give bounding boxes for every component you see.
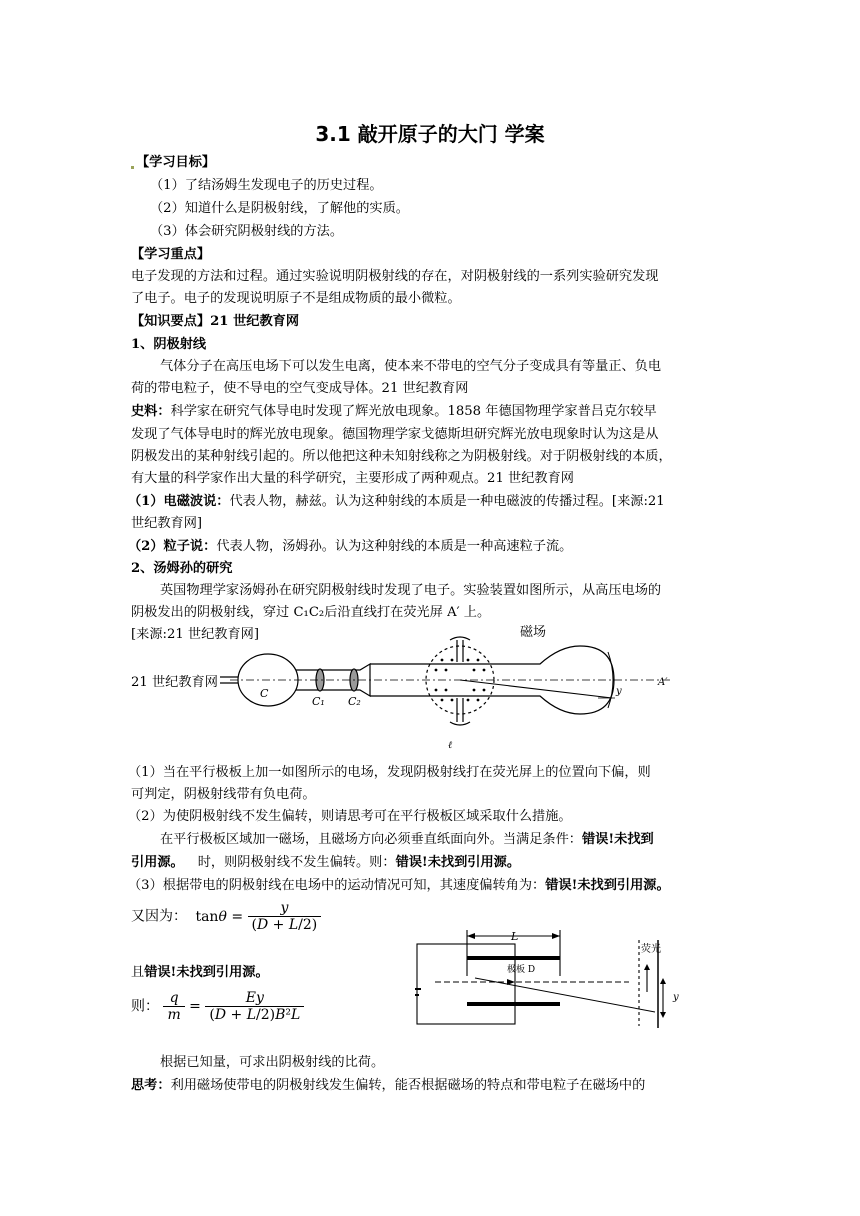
- history-text-1: 科学家在研究气体导电时发现了辉光放电现象。1858 年德国物理学家普吕克尔较早: [170, 404, 657, 419]
- question-3-line: [128, 875, 728, 896]
- em-theory-line-2: 世纪教育网]: [131, 516, 203, 531]
- error-ref-4: 错误!未找到引用源。: [545, 878, 670, 893]
- q3-text: （3）根据带电的阴极射线在电场中的运动情况可知，其速度偏转角为：: [128, 878, 546, 893]
- anchor-mark: [131, 166, 134, 169]
- history-line-3: 阴极发出的某种射线引起的。所以他把这种未知射线称之为阴极射线。对于阴极射线的本质，: [131, 449, 672, 464]
- tan-formula: 又因为： tanθ = $\frac{y}{(D + L/2)}$: [131, 900, 321, 933]
- objectives-heading: 【学习目标】: [136, 155, 216, 170]
- section-1-line-1: 气体分子在高压电场下可以发生电离，使本来不带电的空气分子变成具有等量正、负电: [160, 359, 662, 374]
- side-note: 21 世纪教育网: [131, 675, 218, 690]
- particle-theory-line: [128, 536, 728, 557]
- section-1-line-2: 荷的带电粒子，使不导电的空气变成导体。21 世纪教育网: [131, 381, 469, 396]
- em-theory-line: [128, 491, 728, 512]
- source-note: [来源:21 世纪教育网]: [131, 627, 260, 642]
- em-theory-text: 代表人物，赫兹。认为这种射线的本质是一种电磁波的传播过程。[来源:21: [229, 494, 665, 509]
- label-c2: C₂: [348, 695, 361, 708]
- question-2-line: （2）为使阴极射线不发生偏转，则请思考可在平行极板区域采取什么措施。: [128, 809, 572, 824]
- objective-1: （1）了结汤姆生发现电子的历史过程。: [150, 178, 383, 193]
- cathode-ray-tube-diagram: [220, 622, 690, 752]
- label-length: L: [511, 930, 519, 943]
- error-ref-5: 错误!未找到引用源。: [144, 965, 269, 980]
- think-line: [131, 1075, 731, 1096]
- think-text: 利用磁场使带电的阴极射线发生偏转，能否根据磁场的特点和带电粒子在磁场中的: [170, 1078, 646, 1093]
- label-screen: 荧光: [641, 944, 661, 955]
- think-label: 思考：: [131, 1078, 171, 1093]
- label-plate: 极板 D: [507, 965, 536, 975]
- label-y-2: y: [673, 992, 679, 1003]
- objective-2: （2）知道什么是阴极射线，了解他的实质。: [150, 201, 409, 216]
- question-1-line-2: 可判定，阴极射线带有负电荷。: [131, 787, 316, 802]
- label-l: ℓ: [448, 740, 453, 751]
- objective-3: （3）体会研究阴极射线的方法。: [150, 224, 344, 239]
- section-2-line-2: 阴极发出的阴极射线，穿过 C₁C₂后沿直线打在荧光屏 A′ 上。: [131, 605, 491, 620]
- and-label: 且: [131, 965, 145, 980]
- particle-theory-label: （2）粒子说：: [128, 539, 217, 554]
- page-title: 3.1 敲开原子的大门 学案: [315, 122, 545, 146]
- also-because-label: 又因为：: [131, 908, 187, 925]
- focus-line-1: 电子发现的方法和过程。通过实验说明阴极射线的存在，对阴极射线的一系列实验研究发现: [131, 269, 659, 284]
- error-ref-1: 错误!未找到: [582, 832, 654, 847]
- deflection-plates-diagram: [415, 922, 685, 1030]
- label-c1: C₁: [312, 695, 325, 708]
- focus-line-2: 了电子。电子的发现说明原子不是组成物质的最小微粒。: [131, 291, 461, 306]
- error-ref-2: 引用源。: [131, 855, 184, 870]
- section-2-heading: 2、汤姆孙的研究: [131, 561, 233, 576]
- q2-body-b: 时，则阴极射线不发生偏转。则：: [197, 855, 396, 870]
- focus-heading: 【学习重点】: [131, 247, 211, 262]
- charge-mass-formula: 则： $\frac{q}{m}$ = $\frac{Ey}{\text{(D + L/2)B²L}}$: [131, 990, 304, 1023]
- particle-theory-text: 代表人物，汤姆孙。认为这种射线的本质是一种高速粒子流。: [216, 539, 573, 554]
- knowledge-heading: 【知识要点】21 世纪教育网: [131, 314, 300, 329]
- section-2-line-1: 英国物理学家汤姆孙在研究阴极射线时发现了电子。实验装置如图所示，从高压电场的: [160, 583, 662, 598]
- label-y: y: [616, 686, 622, 697]
- q2-body-a: 在平行极板区域加一磁场，且磁场方向必须垂直纸面向外。当满足条件：: [160, 832, 582, 847]
- question-2-body-1: [160, 829, 760, 850]
- section-1-heading: 1、阴极射线: [131, 337, 207, 352]
- history-line-2: 发现了气体导电时的辉光放电现象。德国物理学家戈德斯坦研究辉光放电现象时认为这是从: [131, 427, 659, 442]
- history-label: 史料：: [131, 404, 171, 419]
- label-c: C: [260, 687, 269, 700]
- question-1-line-1: （1）当在平行极板上加一如图所示的电场，发现阴极射线打在荧光屏上的位置向下偏，则: [128, 765, 651, 780]
- error-ref-3: 错误!未找到引用源。: [395, 855, 521, 870]
- magnetic-field-label: 磁场: [520, 625, 547, 640]
- question-2-body-2: [131, 852, 731, 873]
- label-a-prime: A′: [658, 677, 668, 688]
- em-theory-label: （1）电磁波说：: [128, 494, 230, 509]
- history-line-4: 有大量的科学家作出大量的科学研究，主要形成了两种观点。21 世纪教育网: [131, 471, 574, 486]
- conclusion-line: 根据已知量，可求出阴极射线的比荷。: [160, 1055, 385, 1070]
- history-line-1: [131, 401, 731, 422]
- then-label: 则：: [131, 998, 159, 1015]
